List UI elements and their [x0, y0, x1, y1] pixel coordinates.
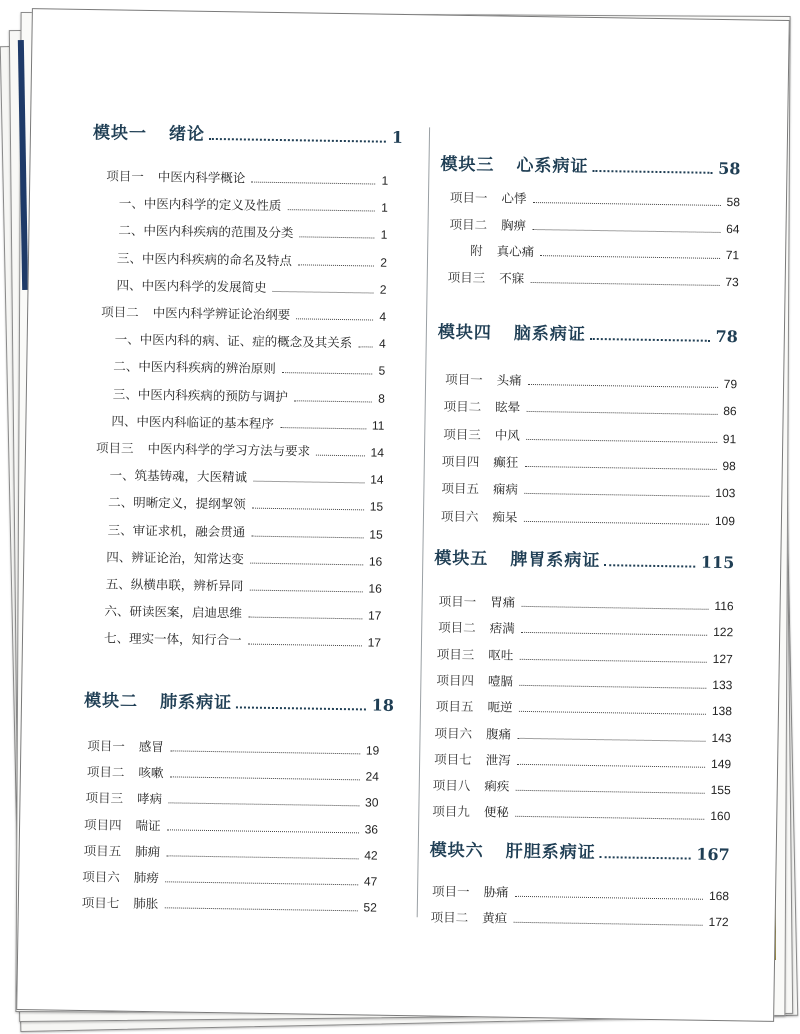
entry-title: 肺痨 — [133, 869, 159, 886]
dot-leader — [252, 508, 364, 511]
toc-entry[interactable] — [101, 302, 386, 324]
toc-page — [16, 8, 790, 1022]
entry-title: 心悸 — [501, 190, 527, 206]
entry-page-number: 17 — [367, 635, 382, 651]
dot-leader — [590, 338, 710, 342]
dot-leader — [523, 520, 708, 524]
dot-leader — [280, 427, 366, 429]
module-page-number: 167 — [696, 844, 730, 865]
toc-entry[interactable] — [119, 194, 388, 216]
entry-title: 中医内科学的学习方法与要求 — [147, 440, 311, 459]
toc-entry[interactable] — [87, 762, 379, 785]
entry-title: 一、筑基铸魂，大医精诚 — [109, 467, 248, 485]
dot-leader — [236, 706, 366, 710]
entry-title: 痞满 — [489, 620, 515, 637]
entry-page-number: 143 — [711, 730, 732, 745]
entry-page-number: 122 — [713, 625, 734, 640]
dot-leader — [294, 400, 372, 402]
module-heading — [84, 686, 394, 716]
entry-title: 二、中医内科疾病的辨治原则 — [113, 358, 276, 377]
dot-leader — [249, 590, 362, 593]
toc-entry[interactable] — [448, 267, 739, 290]
entry-number: 项目六 — [440, 508, 479, 524]
toc-entry[interactable] — [82, 893, 377, 916]
entry-number: 项目五 — [441, 480, 480, 497]
toc-entry[interactable] — [106, 547, 382, 569]
entry-page-number: 160 — [710, 809, 731, 824]
column-divider — [417, 127, 430, 917]
entry-number: 项目二 — [449, 216, 488, 232]
toc-entry[interactable] — [444, 397, 737, 420]
entry-page-number: 149 — [710, 756, 732, 771]
module-heading — [440, 150, 740, 180]
dot-leader — [604, 564, 695, 567]
toc-entry[interactable] — [111, 411, 384, 433]
entry-number: 项目二 — [443, 398, 482, 415]
entry-page-number: 24 — [365, 769, 379, 784]
toc-entry[interactable] — [82, 867, 377, 890]
dot-leader — [209, 138, 386, 143]
entry-number: 项目四 — [436, 672, 475, 689]
entry-title: 四、中医内科学的发展简史 — [116, 277, 267, 295]
module-page-number: 18 — [371, 695, 395, 715]
entry-title: 肺痈 — [135, 843, 161, 860]
entry-title: 呕吐 — [488, 646, 514, 663]
entry-page-number: 15 — [369, 527, 383, 542]
entry-page-number: 16 — [368, 581, 382, 596]
entry-number: 项目八 — [432, 777, 471, 794]
entry-page-number: 79 — [723, 377, 738, 392]
dot-leader — [592, 170, 712, 174]
entry-title: 痢疾 — [484, 778, 510, 794]
module-heading — [438, 318, 738, 348]
entry-title: 咳嗽 — [138, 765, 164, 781]
toc-entry[interactable] — [106, 574, 382, 596]
toc-left-column — [81, 10, 425, 915]
entry-number: 附 — [470, 243, 483, 259]
dot-leader — [166, 855, 358, 859]
toc-entry[interactable] — [431, 907, 729, 930]
entry-number: 项目一 — [431, 883, 470, 900]
dot-leader — [530, 281, 719, 285]
entry-number: 项目四 — [441, 453, 480, 470]
entry-number: 项目二 — [86, 764, 125, 780]
entry-page-number: 36 — [364, 822, 379, 837]
toc-entry[interactable] — [87, 736, 379, 759]
entry-title: 六、研读医案，启迪思维 — [104, 603, 243, 621]
dot-leader — [164, 907, 357, 911]
dot-leader — [517, 737, 705, 741]
dot-leader — [358, 346, 373, 347]
entry-page-number: 2 — [380, 255, 388, 270]
module-heading — [434, 543, 734, 573]
entry-title: 呃逆 — [487, 699, 513, 715]
dot-leader — [299, 237, 374, 239]
entry-page-number: 155 — [710, 782, 731, 798]
entry-page-number: 52 — [363, 900, 377, 915]
toc-entry[interactable] — [445, 370, 737, 393]
toc-entry[interactable] — [434, 723, 731, 746]
dot-leader — [515, 790, 704, 794]
toc-entry[interactable] — [439, 592, 734, 615]
entry-page-number: 5 — [378, 363, 386, 379]
entry-page-number: 109 — [714, 513, 736, 528]
toc-entry[interactable] — [104, 602, 381, 624]
entry-title: 二、明晰定义，提纲挈领 — [108, 494, 246, 512]
entry-title: 不寐 — [499, 269, 525, 286]
entry-page-number: 103 — [715, 486, 736, 501]
toc-entry[interactable] — [113, 384, 385, 406]
entry-number: 项目三 — [443, 426, 481, 442]
entry-number: 项目四 — [83, 816, 122, 833]
entry-title: 三、审证求机，融会贯通 — [107, 521, 246, 540]
dot-leader — [316, 455, 365, 457]
toc-entry[interactable] — [113, 357, 385, 379]
toc-entry[interactable] — [441, 506, 735, 529]
entry-page-number: 64 — [726, 221, 740, 236]
module-page-number: 58 — [718, 158, 741, 179]
entry-number: 项目一 — [87, 738, 125, 754]
dot-leader — [517, 764, 705, 768]
dot-leader — [526, 439, 717, 443]
toc-entry[interactable] — [84, 815, 378, 838]
toc-entry[interactable] — [433, 776, 731, 799]
toc-entry[interactable] — [438, 618, 733, 641]
entry-number: 项目六 — [82, 869, 120, 885]
dot-leader — [170, 750, 360, 754]
entry-title: 肺胀 — [133, 896, 159, 912]
entry-page-number: 1 — [381, 200, 388, 215]
dot-leader — [169, 777, 359, 781]
toc-entry[interactable] — [118, 221, 387, 243]
entry-title: 中风 — [494, 427, 520, 443]
entry-number: 项目一 — [106, 168, 144, 184]
entry-title: 胃痛 — [490, 594, 516, 610]
module-title: 绪论 — [168, 124, 206, 145]
entry-title: 感冒 — [138, 738, 164, 755]
entry-number: 项目一 — [445, 371, 483, 388]
toc-entry[interactable] — [436, 697, 732, 720]
toc-entry[interactable] — [442, 451, 736, 474]
entry-title: 三、中医内科疾病的命名及特点 — [116, 250, 293, 268]
toc-entry[interactable] — [84, 841, 378, 864]
entry-page-number: 4 — [378, 336, 386, 351]
module-page-number: 78 — [715, 326, 738, 347]
module-title: 脾胃系病证 — [510, 549, 601, 572]
module-page-number: 1 — [391, 127, 404, 147]
toc-entry[interactable] — [432, 882, 729, 905]
entry-title: 腹痛 — [485, 725, 512, 742]
toc-entry[interactable] — [85, 788, 378, 811]
module-title: 心系病证 — [516, 155, 589, 177]
dot-leader — [253, 481, 364, 484]
dot-leader — [540, 255, 720, 259]
entry-number: 项目一 — [438, 593, 477, 610]
entry-page-number: 98 — [722, 458, 736, 474]
entry-page-number: 58 — [726, 195, 741, 210]
entry-page-number: 73 — [725, 274, 739, 289]
dot-leader — [532, 202, 720, 206]
toc-entry[interactable] — [104, 629, 381, 651]
entry-page-number: 14 — [370, 445, 385, 460]
entry-page-number: 2 — [379, 282, 387, 297]
entry-page-number: 116 — [714, 598, 734, 614]
entry-page-number: 16 — [368, 554, 383, 569]
toc-entry[interactable] — [441, 479, 735, 502]
entry-title: 喘证 — [135, 817, 161, 833]
dot-leader — [250, 562, 363, 565]
entry-title: 痫病 — [492, 481, 519, 497]
dot-leader — [524, 466, 716, 470]
module-number: 模块四 — [437, 322, 493, 344]
dot-leader — [247, 644, 361, 647]
toc-entry[interactable] — [108, 493, 383, 515]
entry-number: 项目二 — [438, 619, 476, 636]
entry-page-number: 1 — [381, 173, 389, 188]
dot-leader — [528, 384, 718, 388]
module-title: 脑系病证 — [513, 323, 587, 345]
dot-leader — [532, 228, 720, 232]
entry-title: 痴呆 — [492, 508, 518, 525]
dot-leader — [251, 535, 363, 538]
entry-title: 一、中医内科学的定义及性质 — [118, 195, 282, 214]
entry-page-number: 8 — [378, 391, 385, 406]
dot-leader — [273, 291, 374, 294]
entry-page-number: 4 — [379, 309, 387, 324]
entry-number: 项目三 — [95, 440, 134, 456]
entry-title: 四、辨证论治，知常达变 — [106, 549, 244, 567]
entry-title: 癫狂 — [493, 454, 519, 470]
entry-page-number: 15 — [369, 499, 384, 515]
entry-page-number: 127 — [712, 651, 733, 666]
entry-title: 真心痛 — [496, 243, 535, 260]
dot-leader — [287, 209, 375, 211]
dot-leader — [521, 606, 708, 610]
dot-leader — [168, 803, 359, 807]
entry-number: 项目一 — [449, 189, 488, 206]
entry-title: 胁痛 — [483, 884, 509, 900]
toc-entry[interactable] — [436, 670, 732, 693]
module-number: 模块六 — [429, 840, 484, 862]
dot-leader — [600, 856, 691, 859]
toc-entry[interactable] — [470, 241, 739, 263]
dot-leader — [298, 264, 374, 266]
entry-title: 三、中医内科疾病的预防与调护 — [112, 386, 288, 404]
entry-title: 眩晕 — [495, 399, 521, 416]
entry-number: 项目五 — [83, 842, 122, 859]
entry-title: 便秘 — [483, 804, 509, 821]
toc-entry[interactable] — [432, 802, 730, 825]
entry-title: 哮病 — [136, 791, 163, 807]
toc-entry[interactable] — [117, 248, 387, 270]
dot-leader — [519, 685, 706, 689]
module-number: 模块三 — [440, 154, 495, 176]
entry-title: 中医内科学辨证论治纲要 — [152, 305, 291, 323]
toc-entry[interactable] — [437, 644, 733, 667]
dot-leader — [513, 922, 702, 926]
toc-entry[interactable] — [109, 466, 383, 488]
toc-entry[interactable] — [434, 749, 731, 772]
toc-entry[interactable] — [108, 520, 383, 542]
dot-leader — [296, 318, 373, 320]
module-title: 肺系病证 — [159, 692, 233, 714]
entry-title: 泄泻 — [485, 752, 511, 768]
toc-entry[interactable] — [450, 188, 740, 211]
entry-page-number: 17 — [367, 608, 382, 623]
entry-page-number: 42 — [364, 848, 378, 863]
entry-title: 七、理实一体，知行合一 — [103, 630, 242, 648]
entry-page-number: 1 — [380, 228, 388, 243]
toc-entry[interactable] — [115, 330, 386, 352]
dot-leader — [521, 632, 707, 636]
entry-number: 项目三 — [85, 790, 124, 807]
entry-title: 四、中医内科临证的基本程序 — [111, 413, 275, 431]
entry-title: 噎膈 — [487, 673, 514, 689]
entry-number: 项目三 — [447, 269, 486, 285]
toc-entry[interactable] — [449, 214, 739, 237]
entry-title: 中医内科学概论 — [157, 169, 246, 186]
entry-page-number: 86 — [723, 404, 737, 419]
dot-leader — [515, 816, 704, 820]
entry-page-number: 138 — [711, 704, 733, 719]
entry-title: 五、纵横串联，辨析异同 — [105, 576, 244, 594]
entry-page-number: 19 — [365, 743, 380, 758]
dot-leader — [526, 411, 717, 415]
toc-entry[interactable] — [106, 166, 388, 188]
entry-number: 项目七 — [434, 751, 472, 767]
entry-title: 二、中医内科疾病的范围及分类 — [118, 222, 294, 241]
entry-number: 项目五 — [435, 698, 474, 715]
entry-number: 项目二 — [430, 909, 469, 926]
dot-leader — [251, 182, 375, 185]
module-title: 肝胆系病证 — [505, 841, 596, 864]
toc-entry[interactable] — [96, 438, 384, 461]
entry-title: 胸痹 — [500, 217, 527, 233]
dot-leader — [524, 493, 709, 497]
entry-title: 黄疸 — [482, 910, 508, 926]
entry-number: 项目二 — [101, 304, 139, 320]
dot-leader — [282, 372, 373, 374]
entry-number: 项目六 — [434, 725, 473, 741]
dot-leader — [519, 658, 706, 662]
entry-page-number: 30 — [365, 795, 379, 811]
dot-leader — [515, 896, 703, 900]
module-heading — [93, 118, 403, 148]
dot-leader — [248, 617, 362, 620]
module-page-number: 115 — [700, 552, 735, 573]
module-number: 模块一 — [92, 123, 148, 144]
dot-leader — [518, 711, 705, 715]
dot-leader — [165, 881, 358, 885]
dot-leader — [167, 829, 359, 833]
entry-page-number: 91 — [722, 431, 737, 446]
entry-number: 项目九 — [432, 803, 470, 820]
entry-page-number: 133 — [712, 677, 733, 693]
entry-number: 项目七 — [81, 895, 120, 911]
entry-number: 项目三 — [436, 646, 475, 662]
entry-page-number: 172 — [708, 914, 729, 930]
entry-page-number: 71 — [725, 248, 740, 263]
toc-entry[interactable] — [443, 424, 736, 447]
entry-title: 头痛 — [496, 372, 522, 388]
entry-page-number: 168 — [708, 888, 730, 904]
module-number: 模块二 — [83, 691, 139, 712]
entry-title: 一、中医内科的病、证、症的概念及其关系 — [114, 331, 353, 351]
entry-page-number: 14 — [370, 472, 384, 487]
entry-page-number: 47 — [363, 874, 378, 889]
module-heading — [430, 835, 730, 865]
module-number: 模块五 — [434, 548, 489, 570]
toc-entry[interactable] — [116, 275, 386, 297]
entry-page-number: 11 — [371, 418, 385, 433]
